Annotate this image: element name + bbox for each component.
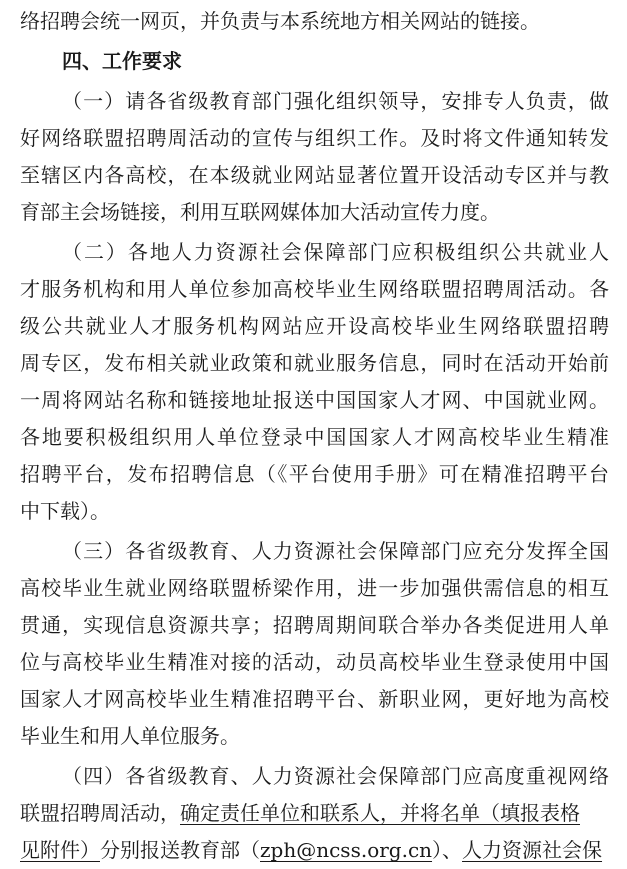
para-1-line-2: 好网络联盟招聘周活动的宣传与组织工作。及时将文件通知转发 (20, 126, 609, 150)
para-4-line-2-text: 联盟招聘周活动， (20, 801, 180, 825)
para-4-line-3-text: 分别报送教育部（ (100, 838, 260, 862)
para-4-line-3 (20, 831, 609, 869)
para-3-line-5: 国家人才网高校毕业生精准招聘平台、新职业网，更好地为高校 (20, 687, 609, 711)
para-3-line-2: 高校毕业生就业网络联盟桥梁作用，进一步加强供需信息的相互 (20, 576, 609, 600)
para-4-line-3-punct: ）、 (432, 838, 463, 862)
para-3-line-6: 毕业生和用人单位服务。 (20, 724, 240, 748)
email-address-link[interactable]: zph@ncss.org.cn (260, 838, 433, 862)
para-2-line-5: 一周将网站名称和链接地址报送中国国家人才网、中国就业网。 (20, 388, 609, 412)
para-3-line-3: 贯通，实现信息资源共享；招聘周期间联合举办各类促进用人单 (20, 613, 609, 637)
para-3-line-4: 位与高校毕业生精准对接的活动，动员高校毕业生登录使用中国 (20, 650, 609, 674)
underlined-responsibility-text: 确定责任单位和联系人，并将名单（填报表格 (180, 801, 580, 825)
para-2-line-7: 招聘平台，发布招聘信息（《平台使用手册》可在精准招聘平台 (20, 462, 609, 486)
para-2-line-6: 各地要积极组织用人单位登录中国国家人才网高校毕业生精准 (20, 425, 609, 449)
text-line-1: 络招聘会统一网页，并负责与本系统地方相关网站的链接。 (20, 9, 540, 33)
para-4-line-1: （四）各省级教育、人力资源社会保障部门应高度重视网络 (62, 764, 609, 788)
para-2-line-3: 级公共就业人才服务机构网站应开设高校毕业生网络联盟招聘 (20, 314, 609, 338)
para-2-line-1: （二）各地人力资源社会保障部门应积极组织公共就业人 (62, 240, 609, 264)
para-1-line-4: 育部主会场链接，利用互联网媒体加大活动宣传力度。 (20, 200, 500, 224)
para-2-line-8: 中下载）。 (20, 499, 110, 523)
para-2-line-4: 周专区，发布相关就业政策和就业服务信息，同时在活动开始前 (20, 351, 609, 375)
underlined-ministry-text: 人力资源社会保 (462, 838, 603, 862)
para-1-line-3: 至辖区内各高校，在本级就业网站显著位置开设活动专区并与教 (20, 163, 609, 187)
para-4-line-2 (20, 794, 609, 832)
para-3-line-1: （三）各省级教育、人力资源社会保障部门应充分发挥全国 (62, 539, 609, 563)
para-1-line-1: （一）请各省级教育部门强化组织领导，安排专人负责，做 (62, 89, 609, 113)
para-2-line-2: 才服务机构和用人单位参加高校毕业生网络联盟招聘周活动。各 (20, 277, 609, 301)
underlined-attachment-text: 见附件） (20, 838, 100, 862)
section-heading: 四、工作要求 (62, 49, 182, 73)
